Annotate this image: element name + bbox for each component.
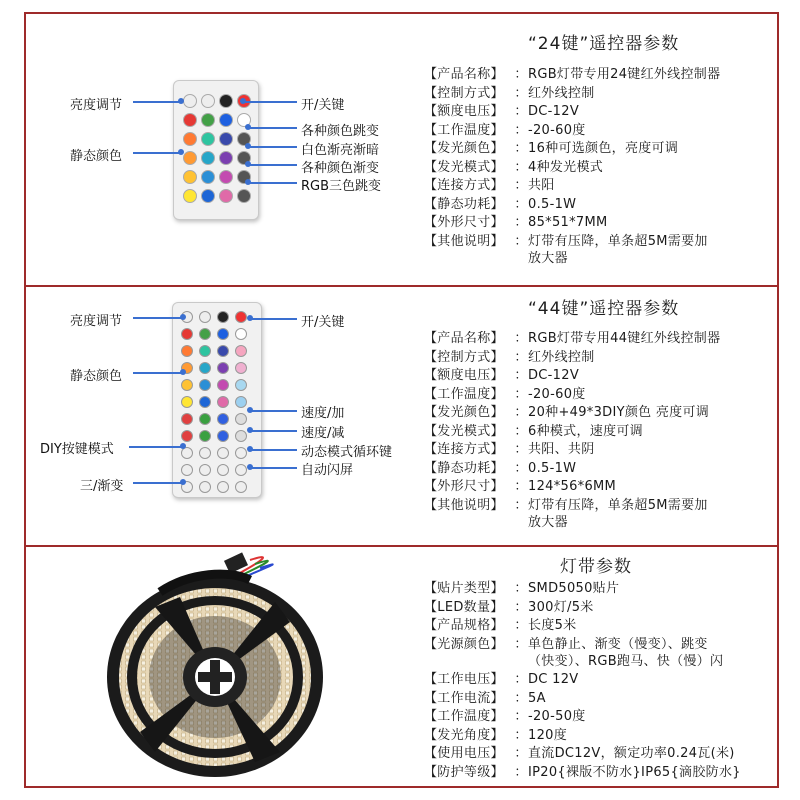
spec-value-line: DC-12V: [528, 104, 580, 119]
spec-value: [528, 177, 720, 194]
leader-line: [133, 152, 181, 154]
spec-value: [528, 617, 741, 634]
spec-colon: ：: [514, 746, 528, 761]
label-power: 开/关键: [301, 315, 345, 330]
spec-row: [424, 386, 720, 403]
leader-dot: [247, 407, 253, 413]
spec-value-line: 单色静止、渐变（慢变）、跳变: [528, 636, 708, 652]
remote-button[interactable]: [217, 362, 229, 374]
spec-colon: ：: [514, 479, 528, 494]
spec-key: 【静态功耗】: [424, 196, 504, 212]
section-title: 灯带参数: [560, 557, 632, 577]
spec-value-line: 灯带有压降，单条超5M需要加: [528, 233, 708, 249]
remote-button[interactable]: [199, 413, 211, 425]
remote-button[interactable]: [181, 328, 193, 340]
led-strip-reel-image: [100, 552, 330, 784]
spec-key: 【外形尺寸】: [424, 479, 504, 494]
spec-key: 【光源颜色】: [424, 636, 504, 652]
remote-button[interactable]: [181, 413, 193, 425]
spec-colon: ：: [514, 331, 528, 346]
spec-colon: ：: [514, 141, 528, 156]
leader-line: [250, 410, 297, 412]
leader-line: [250, 467, 297, 469]
spec-value-line: 20种+49*3DIY颜色 亮度可调: [528, 405, 710, 420]
spec-value-line: 4种发光模式: [528, 159, 604, 175]
spec-value: [528, 85, 720, 102]
spec-value-line: （快变）、RGB跑马、快（慢）闪: [528, 653, 724, 669]
spec-key: 【工作温度】: [424, 122, 504, 138]
spec-row: [424, 708, 741, 725]
remote-button[interactable]: [219, 132, 233, 146]
spec-value: [528, 214, 720, 231]
spec-key: 【产品名称】: [424, 331, 504, 346]
spec-row: [424, 671, 741, 688]
spec-value: [528, 478, 720, 495]
remote-button[interactable]: [199, 362, 211, 374]
spec-value-line: DC-12V: [528, 368, 580, 383]
spec-row: [424, 103, 720, 120]
section-title: “44键”遥控器参数: [528, 299, 680, 319]
spec-colon: ：: [514, 709, 528, 724]
leader-line: [133, 482, 183, 484]
spec-key: 【连接方式】: [424, 178, 504, 193]
spec-value: [528, 580, 741, 597]
spec-colon: ：: [514, 178, 528, 193]
remote-button[interactable]: [235, 362, 247, 374]
leader-dot: [178, 98, 184, 104]
spec-colon: ：: [514, 497, 528, 513]
spec-colon: ：: [514, 368, 528, 383]
spec-colon: ：: [514, 618, 528, 633]
label-brightness: 亮度调节: [70, 314, 123, 329]
remote-button[interactable]: [199, 464, 211, 476]
spec-key: 【产品规格】: [424, 618, 504, 633]
remote-button[interactable]: [217, 447, 229, 459]
spec-value-line: 5A: [528, 690, 546, 706]
spec-value: [528, 66, 720, 83]
spec-value: [528, 386, 720, 403]
spec-key: 【控制方式】: [424, 349, 504, 365]
spec-colon: ：: [514, 442, 528, 457]
spec-key: 【贴片类型】: [424, 581, 504, 596]
remote-button[interactable]: [219, 189, 233, 203]
leader-line: [248, 182, 297, 184]
leader-line: [248, 146, 297, 148]
spec-value: [528, 233, 720, 267]
spec-value-line: 0.5-1W: [528, 196, 577, 212]
label-cycle-mode: 动态模式循环键: [301, 445, 393, 460]
spec-value-line: DC 12V: [528, 672, 579, 687]
spec-colon: ：: [514, 764, 528, 780]
leader-line: [248, 127, 297, 129]
spec-key: 【其他说明】: [424, 233, 504, 249]
leader-dot: [245, 143, 251, 149]
remote-button[interactable]: [199, 379, 211, 391]
spec-key: 【额度电压】: [424, 104, 504, 119]
spec-row: [424, 764, 741, 781]
remote-button[interactable]: [235, 328, 247, 340]
spec-value-line: 124*56*6MM: [528, 479, 617, 494]
spec-value-line: 长度5米: [528, 618, 577, 633]
spec-row: [424, 580, 741, 597]
spec-row: [424, 159, 720, 176]
leader-dot: [180, 314, 186, 320]
spec-colon: ：: [514, 690, 528, 706]
spec-value-line: 120度: [528, 727, 568, 743]
spec-key: 【发光模式】: [424, 159, 504, 175]
spec-colon: ：: [514, 460, 528, 476]
spec-row: [424, 122, 720, 139]
label-speed-down: 速度/减: [301, 426, 345, 441]
label-speed-up: 速度/加: [301, 406, 345, 421]
spec-colon: ：: [514, 196, 528, 212]
spec-value: [528, 330, 720, 347]
remote-button[interactable]: [201, 189, 215, 203]
remote-button[interactable]: [201, 170, 215, 184]
spec-value: [528, 404, 720, 421]
spec-key: 【发光模式】: [424, 423, 504, 439]
spec-row: [424, 367, 720, 384]
spec-value-line: 灯带有压降，单条超5M需要加: [528, 497, 708, 513]
remote-button[interactable]: [201, 151, 215, 165]
spec-value-line: 16种可选颜色，亮度可调: [528, 141, 679, 156]
spec-value-line: 直流DC12V，额定功率0.24瓦(米): [528, 746, 735, 761]
spec-key: 【工作电流】: [424, 690, 504, 706]
remote-button[interactable]: [235, 430, 247, 442]
remote-button[interactable]: [235, 345, 247, 357]
spec-colon: ：: [514, 636, 528, 652]
spec-value-line: RGB灯带专用24键红外线控制器: [528, 67, 721, 82]
remote-button[interactable]: [217, 413, 229, 425]
spec-key: 【工作温度】: [424, 386, 504, 402]
spec-colon: ：: [514, 386, 528, 402]
remote-button[interactable]: [217, 430, 229, 442]
remote-button[interactable]: [235, 379, 247, 391]
spec-value: [528, 727, 741, 744]
section-divider-2: [24, 545, 779, 547]
remote-button[interactable]: [201, 113, 215, 127]
spec-row: [424, 233, 720, 267]
spec-value: [528, 708, 741, 725]
spec-value-line: 放大器: [528, 514, 568, 530]
spec-row: [424, 745, 741, 762]
spec-key: 【额度电压】: [424, 368, 504, 383]
spec-value-line: 红外线控制: [528, 349, 595, 365]
leader-line: [133, 317, 183, 319]
spec-value-line: 共阳: [528, 178, 555, 193]
spec-colon: ：: [514, 672, 528, 687]
spec-value-line: IP20{裸版不防水}IP65{滴胶防水}: [528, 764, 741, 780]
section-divider-1: [24, 285, 779, 287]
label-static-color: 静态颜色: [70, 369, 123, 384]
spec-value: [528, 196, 720, 213]
spec-value: [528, 636, 741, 670]
remote-button[interactable]: [217, 481, 229, 493]
spec-value-line: 6种模式，速度可调: [528, 423, 643, 439]
spec-colon: ：: [514, 581, 528, 596]
spec-value-line: -20-50度: [528, 709, 586, 724]
spec-key: 【工作电压】: [424, 672, 504, 687]
remote-button[interactable]: [199, 481, 211, 493]
label-static-color: 静态颜色: [70, 149, 123, 164]
spec-value: [528, 349, 720, 366]
spec-value: [528, 367, 720, 384]
spec-colon: ：: [514, 405, 528, 420]
spec-value-line: 300灯/5米: [528, 599, 594, 615]
spec-colon: ：: [514, 349, 528, 365]
leader-dot: [180, 443, 186, 449]
spec-row: [424, 599, 741, 616]
spec-colon: ：: [514, 727, 528, 743]
spec-key: 【连接方式】: [424, 442, 504, 457]
spec-key: 【发光颜色】: [424, 405, 504, 420]
remote-button[interactable]: [199, 311, 211, 323]
leader-dot: [180, 369, 186, 375]
leader-line: [133, 101, 181, 103]
remote-button[interactable]: [217, 379, 229, 391]
spec-colon: ：: [514, 215, 528, 230]
spec-value-line: 85*51*7MM: [528, 215, 608, 230]
leader-dot: [178, 149, 184, 155]
spec-colon: ：: [514, 599, 528, 615]
leader-line: [250, 430, 297, 432]
leader-dot: [247, 315, 253, 321]
spec-row: [424, 349, 720, 366]
leader-dot: [240, 98, 246, 104]
remote-button[interactable]: [181, 430, 193, 442]
leader-dot: [247, 446, 253, 452]
label-brightness: 亮度调节: [70, 98, 123, 113]
spec-value-line: 0.5-1W: [528, 460, 577, 476]
spec-colon: ：: [514, 85, 528, 101]
spec-row: [424, 441, 720, 458]
spec-value: [528, 159, 720, 176]
remote-button[interactable]: [217, 345, 229, 357]
spec-colon: ：: [514, 233, 528, 249]
spec-row: [424, 196, 720, 213]
spec-value-line: 共阳、共阴: [528, 442, 595, 457]
spec-row: [424, 636, 741, 670]
spec-key: 【使用电压】: [424, 746, 504, 761]
spec-row: [424, 617, 741, 634]
spec-key: 【外形尺寸】: [424, 215, 504, 230]
remote-button[interactable]: [199, 345, 211, 357]
leader-dot: [245, 161, 251, 167]
remote-button[interactable]: [199, 430, 211, 442]
remote-button[interactable]: [181, 396, 193, 408]
remote-button[interactable]: [183, 189, 197, 203]
spec-row: [424, 497, 720, 531]
leader-line: [243, 101, 297, 103]
spec-colon: ：: [514, 122, 528, 138]
label-auto-flash: 自动闪屏: [301, 463, 354, 478]
spec-row: [424, 214, 720, 231]
remote-button[interactable]: [235, 413, 247, 425]
spec-list: [424, 580, 741, 782]
remote-button[interactable]: [181, 345, 193, 357]
remote-button[interactable]: [235, 481, 247, 493]
spec-colon: ：: [514, 104, 528, 119]
spec-list: [424, 330, 720, 532]
leader-dot: [247, 464, 253, 470]
remote-button[interactable]: [235, 447, 247, 459]
spec-list: [424, 66, 720, 268]
remote-button[interactable]: [217, 464, 229, 476]
leader-line: [133, 372, 183, 374]
spec-key: 【其他说明】: [424, 497, 504, 513]
spec-value: [528, 764, 741, 781]
remote-button[interactable]: [235, 464, 247, 476]
label-3-fade: 三/渐变: [80, 479, 124, 494]
spec-row: [424, 66, 720, 83]
spec-value: [528, 122, 720, 139]
remote-button[interactable]: [181, 379, 193, 391]
leader-dot: [180, 479, 186, 485]
spec-row: [424, 460, 720, 477]
spec-row: [424, 690, 741, 707]
remote-button[interactable]: [217, 328, 229, 340]
spec-row: [424, 177, 720, 194]
remote-button[interactable]: [181, 464, 193, 476]
remote-button[interactable]: [199, 328, 211, 340]
spec-row: [424, 140, 720, 157]
label-fade: 各种颜色渐变: [301, 161, 380, 176]
spec-key: 【防护等级】: [424, 764, 504, 780]
label-white-fade: 白色渐亮渐暗: [301, 143, 380, 158]
spec-value: [528, 690, 741, 707]
remote-button[interactable]: [199, 396, 211, 408]
spec-key: 【发光角度】: [424, 727, 504, 743]
remote-button[interactable]: [219, 94, 233, 108]
remote-button[interactable]: [201, 94, 215, 108]
spec-value: [528, 460, 720, 477]
label-power: 开/关键: [301, 98, 345, 113]
spec-value: [528, 103, 720, 120]
spec-value-line: RGB灯带专用44键红外线控制器: [528, 331, 721, 346]
spec-key: 【产品名称】: [424, 67, 504, 82]
section-title: “24键”遥控器参数: [528, 34, 680, 54]
spec-row: [424, 727, 741, 744]
spec-row: [424, 478, 720, 495]
remote-button[interactable]: [217, 311, 229, 323]
leader-dot: [245, 179, 251, 185]
leader-dot: [247, 427, 253, 433]
label-rgb-jump: RGB三色跳变: [301, 179, 382, 194]
leader-line: [250, 449, 297, 451]
remote-button[interactable]: [219, 113, 233, 127]
spec-key: 【控制方式】: [424, 85, 504, 101]
spec-row: [424, 404, 720, 421]
remote-button[interactable]: [183, 132, 197, 146]
spec-value-line: SMD5050贴片: [528, 581, 620, 596]
spec-value: [528, 441, 720, 458]
remote-button[interactable]: [235, 311, 247, 323]
spec-value: [528, 140, 720, 157]
remote-button[interactable]: [183, 113, 197, 127]
remote-button[interactable]: [219, 151, 233, 165]
spec-value: [528, 745, 741, 762]
leader-line: [250, 318, 297, 320]
spec-value-line: 放大器: [528, 250, 568, 266]
remote-button[interactable]: [199, 447, 211, 459]
spec-value-line: 红外线控制: [528, 85, 595, 101]
spec-colon: ：: [514, 423, 528, 439]
leader-line: [248, 164, 297, 166]
spec-colon: ：: [514, 67, 528, 82]
spec-value-line: -20-60度: [528, 386, 586, 402]
remote-button[interactable]: [183, 94, 197, 108]
spec-value: [528, 671, 741, 688]
remote-button[interactable]: [235, 396, 247, 408]
label-jump: 各种颜色跳变: [301, 124, 380, 139]
remote-button[interactable]: [217, 396, 229, 408]
spec-value: [528, 497, 720, 531]
label-diy-mode: DIY按键模式: [40, 442, 114, 457]
remote-button[interactable]: [237, 189, 251, 203]
spec-row: [424, 330, 720, 347]
spec-key: 【LED数量】: [424, 599, 504, 615]
remote-button[interactable]: [201, 132, 215, 146]
spec-colon: ：: [514, 159, 528, 175]
spec-key: 【发光颜色】: [424, 141, 504, 156]
spec-value: [528, 599, 741, 616]
remote-button[interactable]: [183, 151, 197, 165]
leader-line: [129, 446, 183, 448]
spec-value-line: -20-60度: [528, 122, 586, 138]
spec-key: 【静态功耗】: [424, 460, 504, 476]
spec-key: 【工作温度】: [424, 709, 504, 724]
remote-button[interactable]: [183, 170, 197, 184]
spec-row: [424, 85, 720, 102]
spec-row: [424, 423, 720, 440]
remote-button[interactable]: [219, 170, 233, 184]
leader-dot: [245, 124, 251, 130]
spec-value: [528, 423, 720, 440]
